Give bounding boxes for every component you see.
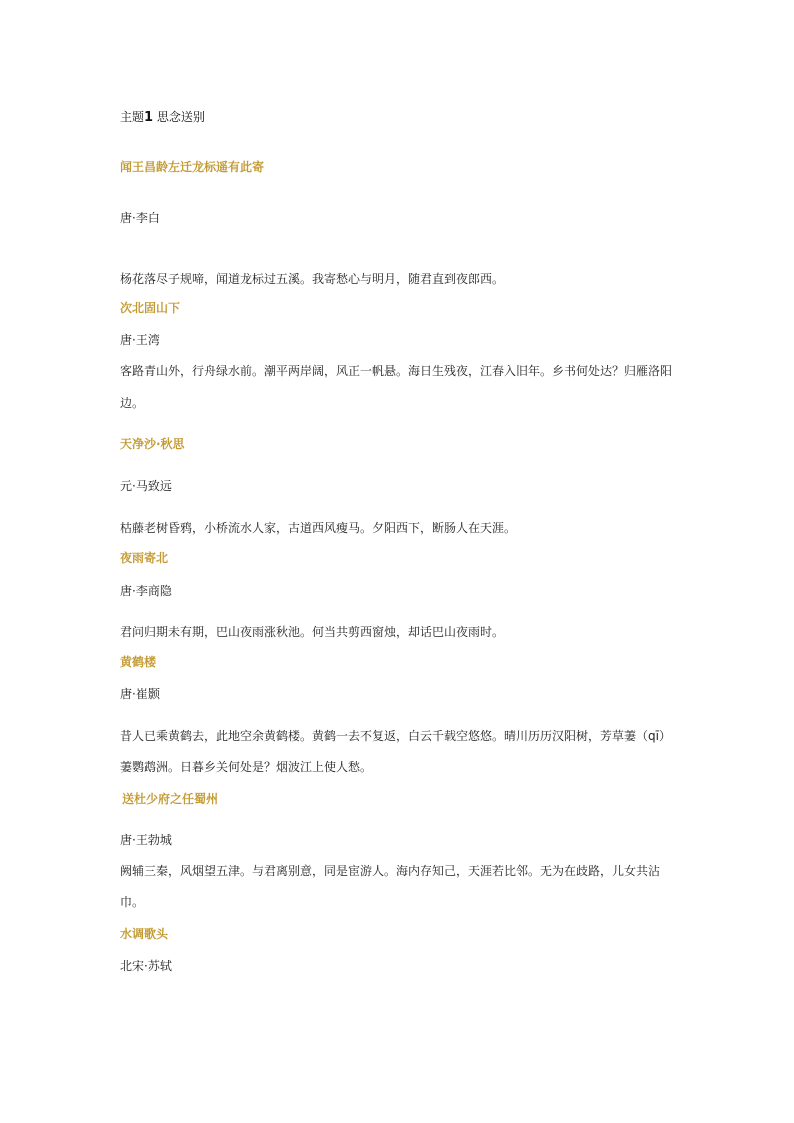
poem-title: 送杜少府之任蜀州	[122, 792, 219, 806]
poem-line: 阙辅三秦，风烟望五津。与君离别意，同是宦游人。海内存知己，天涯若比邻。无为在歧路，儿女共沾	[120, 864, 661, 878]
topic-prefix: 主题	[120, 110, 145, 124]
poem-line: 昔人已乘黄鹤去，此地空余黄鹤楼。黄鹤一去不复返，白云千载空悠悠。晴川历历汉阳树，芳草萋（qī）	[120, 729, 671, 743]
poem-title: 黄鹤楼	[120, 655, 157, 669]
poem-title: 水调歌头	[120, 927, 169, 941]
poem-line: 巾。	[120, 895, 145, 909]
topic-heading	[120, 110, 205, 125]
poem-title: 天净沙·秋思	[120, 437, 185, 451]
poem-author: 唐·李商隐	[120, 584, 172, 598]
poem-author: 北宋·苏轼	[120, 959, 172, 973]
poem-line: 君问归期未有期，巴山夜雨涨秋池。何当共剪西窗烛，却话巴山夜雨时。	[120, 625, 505, 639]
poem-line: 客路青山外，行舟绿水前。潮平两岸阔，风正一帆悬。海日生残夜，江春入旧年。乡书何处达？归雁洛阳	[120, 364, 673, 378]
poem-author: 唐·崔颢	[120, 687, 160, 701]
topic-label: 思念送别	[156, 110, 205, 124]
poem-line: 枯藤老树昏鸦，小桥流水人家，古道西风瘦马。夕阳西下，断肠人在天涯。	[120, 521, 517, 535]
poem-line: 杨花落尽子规啼，闻道龙标过五溪。我寄愁心与明月，随君直到夜郎西。	[120, 272, 505, 286]
poem-title: 次北固山下	[120, 301, 181, 315]
poem-author: 唐·王勃城	[120, 833, 172, 847]
poem-line: 边。	[120, 396, 145, 410]
poem-title: 夜雨寄北	[120, 551, 169, 565]
poem-line: 萋鹦鹉洲。日暮乡关何处是？烟波江上使人愁。	[120, 760, 373, 774]
poem-author: 元·马致远	[120, 479, 172, 493]
topic-number: 1	[144, 110, 154, 125]
poem-author: 唐·王湾	[120, 333, 160, 347]
poem-author: 唐·李白	[120, 211, 160, 225]
poem-title: 闻王昌龄左迁龙标遥有此寄	[120, 160, 265, 174]
